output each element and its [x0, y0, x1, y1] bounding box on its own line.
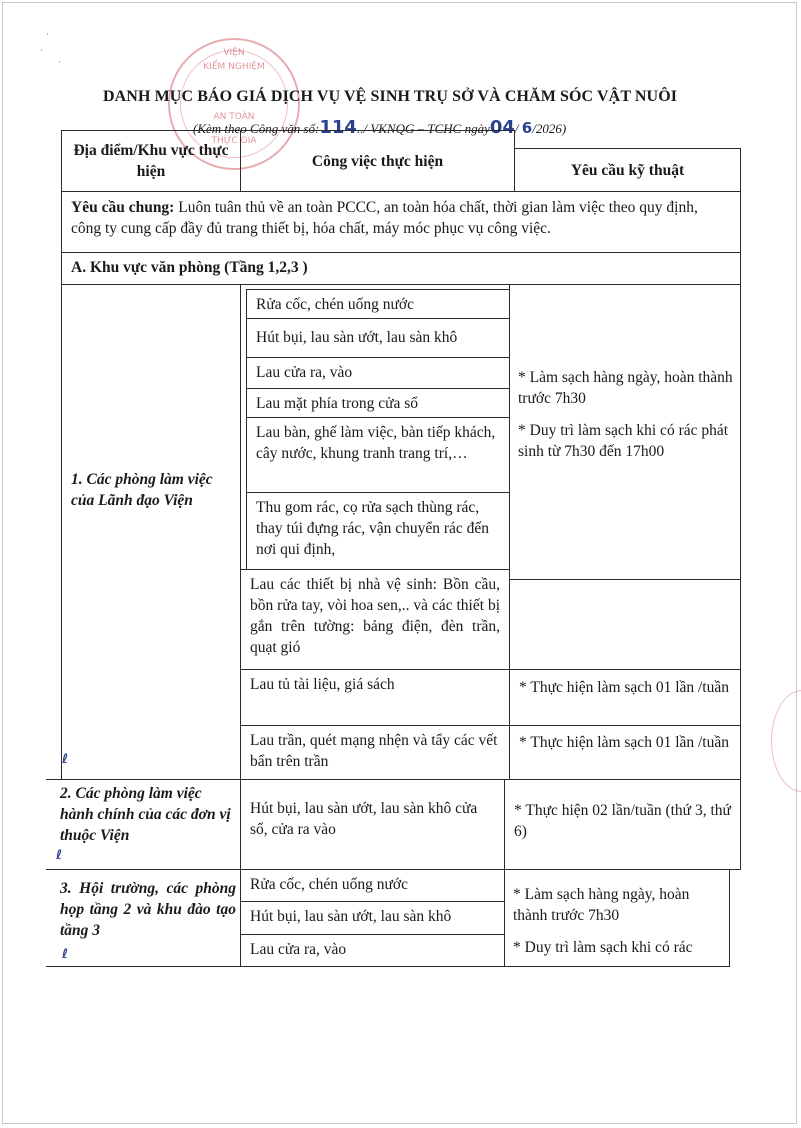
- task-cell: Hút bụi, lau sàn ướt, lau sàn khô: [240, 901, 505, 935]
- task-cell: Lau tủ tài liệu, giá sách: [240, 669, 510, 726]
- handwritten-initials: ℓ: [62, 947, 69, 962]
- task-cell: Lau trần, quét mạng nhện và tẩy các vết bẩn trên trần: [240, 725, 510, 780]
- handwritten-month: 6: [521, 119, 533, 137]
- seal-text: AN TOÀN: [213, 112, 255, 122]
- document-title: DANH MỤC BÁO GIÁ DỊCH VỤ VỆ SINH TRỤ SỞ VÀ CHĂM SÓC VẬT NUÔI: [103, 88, 678, 105]
- task-cell: Lau mặt phía trong cửa sổ: [246, 388, 510, 418]
- handwritten-initials: ℓ: [56, 848, 63, 863]
- scan-speck: ·: [46, 30, 49, 40]
- task-cell: Hút bụi, lau sàn ướt, lau sàn khô cửa sổ, cửa ra vào: [240, 779, 505, 870]
- general-text: Luôn tuân thủ về an toàn PCCC, an toàn hóa chất, thời gian làm việc theo quy định, công ty cung cấp đầy đủ trang thiết bị, hóa chất, máy móc phục vụ công việc.: [71, 199, 698, 237]
- area-cell: [46, 779, 241, 870]
- scan-speck: ·: [58, 58, 61, 68]
- requirement-text: * Duy trì làm sạch khi có rác phát sinh từ 7h30 đến 17h00: [518, 422, 729, 460]
- general-label: Yêu cầu chung:: [71, 199, 175, 216]
- handwritten-initials: ℓ: [62, 752, 69, 767]
- area-name: 1. Các phòng làm việc của Lãnh đạo Viện: [71, 471, 213, 509]
- area-cell: [61, 284, 241, 780]
- requirement-cell: * Thực hiện làm sạch 01 lần /tuần: [509, 725, 741, 780]
- subtitle-year: /2026): [532, 121, 567, 136]
- handwritten-day: 04: [489, 117, 515, 138]
- task-cell: Rửa cốc, chén uống nước: [240, 869, 505, 902]
- task-cell: Lau cửa ra, vào: [246, 357, 510, 389]
- requirement-cell: * Thực hiện 02 lần/tuần (thứ 3, thứ 6): [504, 779, 741, 870]
- general-requirement: [61, 191, 741, 253]
- area-cell: [46, 869, 241, 967]
- scan-speck: ·: [40, 46, 43, 56]
- task-cell: Lau cửa ra, vào: [240, 934, 505, 967]
- seal-text: THỰC GIA: [211, 136, 257, 146]
- requirement-cell: * Thực hiện làm sạch 01 lần /tuần: [509, 669, 741, 726]
- task-cell: Hút bụi, lau sàn ướt, lau sàn khô: [246, 318, 510, 358]
- task-cell: Lau các thiết bị nhà vệ sinh: Bồn cầu, bồn rửa tay, vòi hoa sen,.. và các thiết bị gắn trên tường: bảng điện, đèn trần, quạt gió: [240, 569, 510, 670]
- header-work: Công việc thực hiện: [240, 130, 515, 192]
- seal-text: KIỂM NGHIỆM: [203, 62, 265, 72]
- document-subtitle: (Kèm theo Công văn số:114../ VKNQG – TCHC ngày04/ 6/2026): [193, 117, 567, 138]
- subtitle-prefix: (Kèm theo Công văn số:: [193, 121, 320, 136]
- requirement-text: * Duy trì làm sạch khi có rác: [513, 939, 693, 956]
- requirement-text: * Làm sạch hàng ngày, hoàn thành trước 7h30: [518, 369, 733, 407]
- requirement-cell: [509, 284, 741, 580]
- header-requirement: Yêu cầu kỹ thuật: [514, 148, 741, 192]
- header-location: Địa điểm/Khu vực thực hiện: [61, 130, 241, 192]
- handwritten-doc-number: 114: [319, 117, 357, 138]
- requirement-text: * Làm sạch hàng ngày, hoàn thành trước 7h30: [513, 886, 690, 924]
- task-cell: Lau bàn, ghế làm việc, bàn tiếp khách, cây nước, khung tranh trang trí,…: [246, 417, 510, 493]
- task-cell: Rửa cốc, chén uống nước: [246, 289, 510, 319]
- section-a-heading: A. Khu vực văn phòng (Tầng 1,2,3 ): [61, 252, 741, 285]
- area-name: 2. Các phòng làm việc hành chính của các đơn vị thuộc Viện: [60, 785, 231, 844]
- subtitle-mid: ../ VKNQG – TCHC ngày: [356, 121, 490, 136]
- requirement-cell: [504, 869, 730, 967]
- task-cell: Thu gom rác, cọ rửa sạch thùng rác, thay túi đựng rác, vận chuyển rác đến nơi qui định,: [246, 492, 510, 570]
- area-name: 3. Hội trường, các phòng họp tầng 2 và khu đào tạo tầng 3: [60, 880, 236, 939]
- requirement-cell: [509, 579, 741, 670]
- seal-text: VIỆN: [223, 48, 245, 58]
